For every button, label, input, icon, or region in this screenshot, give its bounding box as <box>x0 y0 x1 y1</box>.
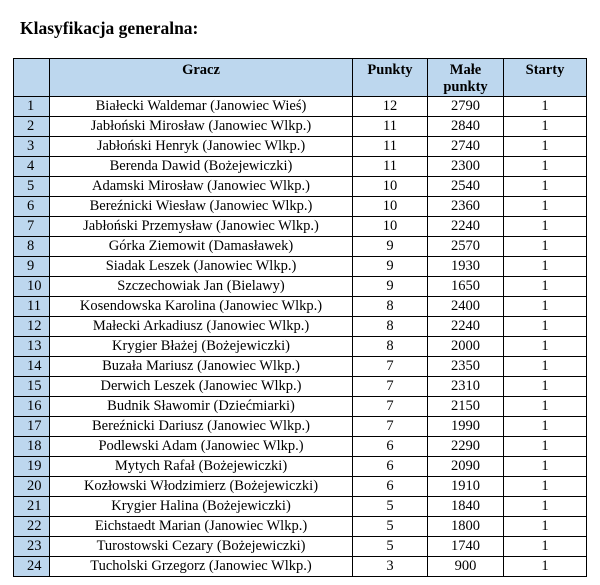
starts-value: 1 <box>504 457 587 477</box>
row-number: 18 <box>14 437 50 457</box>
small-points-value: 1740 <box>428 537 504 557</box>
player-name: Eichstaedt Marian (Janowiec Wlkp.) <box>50 517 353 537</box>
player-name: Podlewski Adam (Janowiec Wlkp.) <box>50 437 353 457</box>
player-name: Turostowski Cezary (Bożejewiczki) <box>50 537 353 557</box>
row-number: 3 <box>14 137 50 157</box>
points-value: 11 <box>353 117 428 137</box>
header-small-points: Małe punkty <box>428 59 504 97</box>
points-value: 8 <box>353 337 428 357</box>
row-number: 13 <box>14 337 50 357</box>
table-row <box>14 277 587 297</box>
starts-value: 1 <box>504 217 587 237</box>
player-name: Derwich Leszek (Janowiec Wlkp.) <box>50 377 353 397</box>
points-value: 12 <box>353 97 428 117</box>
starts-value: 1 <box>504 277 587 297</box>
points-value: 11 <box>353 157 428 177</box>
header-player: Gracz <box>50 59 353 97</box>
starts-value: 1 <box>504 357 587 377</box>
small-points-value: 2360 <box>428 197 504 217</box>
small-points-value: 2310 <box>428 377 504 397</box>
row-number: 11 <box>14 297 50 317</box>
table-row <box>14 417 587 437</box>
points-value: 9 <box>353 237 428 257</box>
table-row <box>14 97 587 117</box>
row-number: 2 <box>14 117 50 137</box>
player-name: Siadak Leszek (Janowiec Wlkp.) <box>50 257 353 277</box>
table-row <box>14 137 587 157</box>
player-name: Małecki Arkadiusz (Janowiec Wlkp.) <box>50 317 353 337</box>
player-name: Bereźnicki Wiesław (Janowiec Wlkp.) <box>50 197 353 217</box>
table-row <box>14 257 587 277</box>
points-value: 9 <box>353 257 428 277</box>
table-row <box>14 177 587 197</box>
row-number: 22 <box>14 517 50 537</box>
row-number: 14 <box>14 357 50 377</box>
row-number: 10 <box>14 277 50 297</box>
player-name: Kosendowska Karolina (Janowiec Wlkp.) <box>50 297 353 317</box>
small-points-value: 2240 <box>428 317 504 337</box>
table-row <box>14 117 587 137</box>
row-number: 20 <box>14 477 50 497</box>
starts-value: 1 <box>504 137 587 157</box>
row-number: 8 <box>14 237 50 257</box>
row-number: 7 <box>14 217 50 237</box>
player-name: Górka Ziemowit (Damasławek) <box>50 237 353 257</box>
starts-value: 1 <box>504 477 587 497</box>
points-value: 10 <box>353 177 428 197</box>
starts-value: 1 <box>504 117 587 137</box>
points-value: 7 <box>353 397 428 417</box>
header-row <box>14 59 587 97</box>
points-value: 6 <box>353 477 428 497</box>
points-value: 6 <box>353 437 428 457</box>
player-name: Mytych Rafał (Bożejewiczki) <box>50 457 353 477</box>
points-value: 11 <box>353 137 428 157</box>
row-number: 5 <box>14 177 50 197</box>
player-name: Adamski Mirosław (Janowiec Wlkp.) <box>50 177 353 197</box>
points-value: 10 <box>353 197 428 217</box>
table-body <box>14 97 587 577</box>
row-number: 21 <box>14 497 50 517</box>
player-name: Jabłoński Henryk (Janowiec Wlkp.) <box>50 137 353 157</box>
table-row <box>14 217 587 237</box>
points-value: 10 <box>353 217 428 237</box>
starts-value: 1 <box>504 197 587 217</box>
player-name: Tucholski Grzegorz (Janowiec Wlkp.) <box>50 557 353 577</box>
table-row <box>14 357 587 377</box>
player-name: Szczechowiak Jan (Bielawy) <box>50 277 353 297</box>
page-title: Klasyfikacja generalna: <box>20 18 199 38</box>
small-points-value: 2840 <box>428 117 504 137</box>
small-points-value: 2350 <box>428 357 504 377</box>
row-number: 23 <box>14 537 50 557</box>
small-points-value: 2570 <box>428 237 504 257</box>
small-points-value: 2240 <box>428 217 504 237</box>
small-points-value: 1930 <box>428 257 504 277</box>
starts-value: 1 <box>504 437 587 457</box>
table-row <box>14 557 587 577</box>
starts-value: 1 <box>504 237 587 257</box>
points-value: 7 <box>353 377 428 397</box>
player-name: Berenda Dawid (Bożejewiczki) <box>50 157 353 177</box>
row-number: 9 <box>14 257 50 277</box>
results-table <box>13 58 587 577</box>
starts-value: 1 <box>504 337 587 357</box>
small-points-value: 1910 <box>428 477 504 497</box>
small-points-value: 2790 <box>428 97 504 117</box>
row-number: 4 <box>14 157 50 177</box>
points-value: 5 <box>353 497 428 517</box>
player-name: Kozłowski Włodzimierz (Bożejewiczki) <box>50 477 353 497</box>
table-row <box>14 377 587 397</box>
points-value: 3 <box>353 557 428 577</box>
starts-value: 1 <box>504 557 587 577</box>
row-number: 17 <box>14 417 50 437</box>
table-row <box>14 197 587 217</box>
starts-value: 1 <box>504 317 587 337</box>
player-name: Białecki Waldemar (Janowiec Wieś) <box>50 97 353 117</box>
header-points: Punkty <box>353 59 428 97</box>
header-number <box>14 59 50 97</box>
starts-value: 1 <box>504 157 587 177</box>
points-value: 7 <box>353 417 428 437</box>
small-points-value: 1840 <box>428 497 504 517</box>
starts-value: 1 <box>504 377 587 397</box>
row-number: 19 <box>14 457 50 477</box>
starts-value: 1 <box>504 257 587 277</box>
table-row <box>14 337 587 357</box>
points-value: 5 <box>353 537 428 557</box>
starts-value: 1 <box>504 297 587 317</box>
table-row <box>14 237 587 257</box>
small-points-value: 1800 <box>428 517 504 537</box>
player-name: Jabłoński Mirosław (Janowiec Wlkp.) <box>50 117 353 137</box>
table-row <box>14 397 587 417</box>
small-points-value: 1990 <box>428 417 504 437</box>
player-name: Budnik Sławomir (Dziećmiarki) <box>50 397 353 417</box>
points-value: 8 <box>353 297 428 317</box>
points-value: 8 <box>353 317 428 337</box>
table-row <box>14 457 587 477</box>
player-name: Bereźnicki Dariusz (Janowiec Wlkp.) <box>50 417 353 437</box>
small-points-value: 900 <box>428 557 504 577</box>
table-row <box>14 297 587 317</box>
starts-value: 1 <box>504 517 587 537</box>
player-name: Buzała Mariusz (Janowiec Wlkp.) <box>50 357 353 377</box>
row-number: 24 <box>14 557 50 577</box>
table-row <box>14 157 587 177</box>
table-row <box>14 317 587 337</box>
table-row <box>14 437 587 457</box>
row-number: 1 <box>14 97 50 117</box>
small-points-value: 2540 <box>428 177 504 197</box>
small-points-value: 2150 <box>428 397 504 417</box>
table-row <box>14 517 587 537</box>
small-points-value: 1650 <box>428 277 504 297</box>
points-value: 6 <box>353 457 428 477</box>
small-points-value: 2300 <box>428 157 504 177</box>
row-number: 6 <box>14 197 50 217</box>
row-number: 15 <box>14 377 50 397</box>
header-starts: Starty <box>504 59 587 97</box>
table-row <box>14 537 587 557</box>
row-number: 16 <box>14 397 50 417</box>
player-name: Krygier Halina (Bożejewiczki) <box>50 497 353 517</box>
starts-value: 1 <box>504 397 587 417</box>
table-row <box>14 497 587 517</box>
points-value: 7 <box>353 357 428 377</box>
small-points-value: 2290 <box>428 437 504 457</box>
starts-value: 1 <box>504 97 587 117</box>
starts-value: 1 <box>504 497 587 517</box>
player-name: Krygier Błażej (Bożejewiczki) <box>50 337 353 357</box>
small-points-value: 2090 <box>428 457 504 477</box>
row-number: 12 <box>14 317 50 337</box>
table-row <box>14 477 587 497</box>
small-points-value: 2400 <box>428 297 504 317</box>
starts-value: 1 <box>504 177 587 197</box>
starts-value: 1 <box>504 417 587 437</box>
points-value: 9 <box>353 277 428 297</box>
points-value: 5 <box>353 517 428 537</box>
small-points-value: 2000 <box>428 337 504 357</box>
small-points-value: 2740 <box>428 137 504 157</box>
player-name: Jabłoński Przemysław (Janowiec Wlkp.) <box>50 217 353 237</box>
starts-value: 1 <box>504 537 587 557</box>
